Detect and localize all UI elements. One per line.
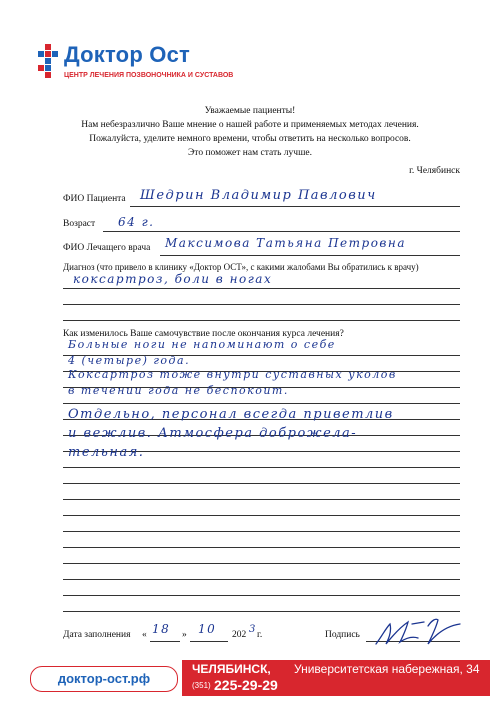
- date-close-quote: »: [182, 630, 187, 640]
- intro-line-2: Нам небезразлично Ваше мнение о нашей работе и применяемых методах лечения.: [81, 120, 419, 130]
- date-year-suffix[interactable]: 3: [249, 624, 256, 635]
- feeling-line-14: [63, 563, 460, 564]
- diagnosis-label: Диагноз (что привело в клинику «Доктор ОСТ», с какими жалобами Вы обратились к врачу): [63, 262, 419, 272]
- age-line: [103, 231, 460, 232]
- feeling-line-16: [63, 595, 460, 596]
- intro-block: [0, 104, 500, 160]
- intro-greeting: Уважаемые пациенты!: [204, 106, 296, 116]
- patient-label: ФИО Пациента: [63, 194, 126, 204]
- logo-mark-icon: [38, 44, 60, 78]
- feeling-text-4[interactable]: в течении года не беспокоит.: [68, 384, 289, 397]
- date-month-value[interactable]: 10: [198, 622, 217, 636]
- doctor-label: ФИО Лечащего врача: [63, 243, 151, 253]
- age-label: Возраст: [63, 219, 96, 229]
- doctor-value[interactable]: Максимова Татьяна Петровна: [165, 236, 406, 250]
- diagnosis-value[interactable]: коксартроз, боли в ногах: [73, 272, 273, 286]
- feeling-text-5[interactable]: Отдельно, персонал всегда приветлив: [68, 407, 394, 422]
- feeling-line-12: [63, 531, 460, 532]
- date-year-prefix: 202: [232, 630, 247, 640]
- date-year-unit: г.: [257, 630, 263, 640]
- date-day-value[interactable]: 18: [152, 622, 171, 636]
- patient-line: [130, 206, 460, 207]
- date-month-line: [190, 641, 228, 642]
- website-link[interactable]: доктор-ост.рф: [30, 666, 178, 692]
- feeling-text-6[interactable]: и вежлив. Атмосфера доброжела-: [68, 426, 358, 441]
- intro-line-3: Пожалуйста, уделите немного времени, чтобы ответить на несколько вопросов.: [89, 134, 411, 144]
- intro-line-4: Это поможет нам стать лучше.: [188, 148, 312, 158]
- feeling-line-17: [63, 611, 460, 612]
- contact-city: ЧЕЛЯБИНСК,: [192, 662, 271, 676]
- clinic-logo: [38, 42, 248, 86]
- contact-footer: [30, 660, 490, 696]
- phone-number[interactable]: 225-29-29: [214, 677, 278, 693]
- feeling-line-8: [63, 467, 460, 468]
- age-value[interactable]: 64 г.: [118, 215, 155, 229]
- signature-label: Подпись: [325, 630, 360, 640]
- brand-tagline: ЦЕНТР ЛЕЧЕНИЯ ПОЗВОНОЧНИКА И СУСТАВОВ: [64, 72, 234, 79]
- feeling-text-2[interactable]: 4 (четыре) года.: [68, 354, 191, 367]
- feeling-line-15: [63, 579, 460, 580]
- feeling-line-11: [63, 515, 460, 516]
- feeling-line-13: [63, 547, 460, 548]
- feeling-text-7[interactable]: тельная.: [68, 445, 145, 460]
- brand-name: Доктор Ост: [64, 42, 190, 67]
- doctor-line: [160, 255, 460, 256]
- date-label: Дата заполнения: [63, 630, 131, 640]
- contact-address: Университетская набережная, 34: [294, 662, 480, 676]
- contact-band: [182, 660, 490, 696]
- diagnosis-line-2: [63, 304, 460, 305]
- date-open-quote: «: [142, 630, 147, 640]
- signature-image: [372, 614, 464, 650]
- feeling-text-1[interactable]: Больные ноги не напоминают о себе: [68, 338, 336, 351]
- diagnosis-line-1: [63, 288, 460, 289]
- phone-code: (351): [192, 681, 211, 690]
- feeling-label: Как изменилось Ваше самочувствие после окончания курса лечения?: [63, 329, 344, 339]
- feeling-line-4: [63, 403, 460, 404]
- patient-value[interactable]: Шедрин Владимир Павлович: [140, 188, 377, 203]
- feeling-text-3[interactable]: Коксартроз тоже внутри суставных уколов: [68, 368, 397, 381]
- date-day-line: [150, 641, 180, 642]
- diagnosis-line-3: [63, 320, 460, 321]
- feeling-line-9: [63, 483, 460, 484]
- feeling-line-10: [63, 499, 460, 500]
- form-city: г. Челябинск: [409, 166, 460, 176]
